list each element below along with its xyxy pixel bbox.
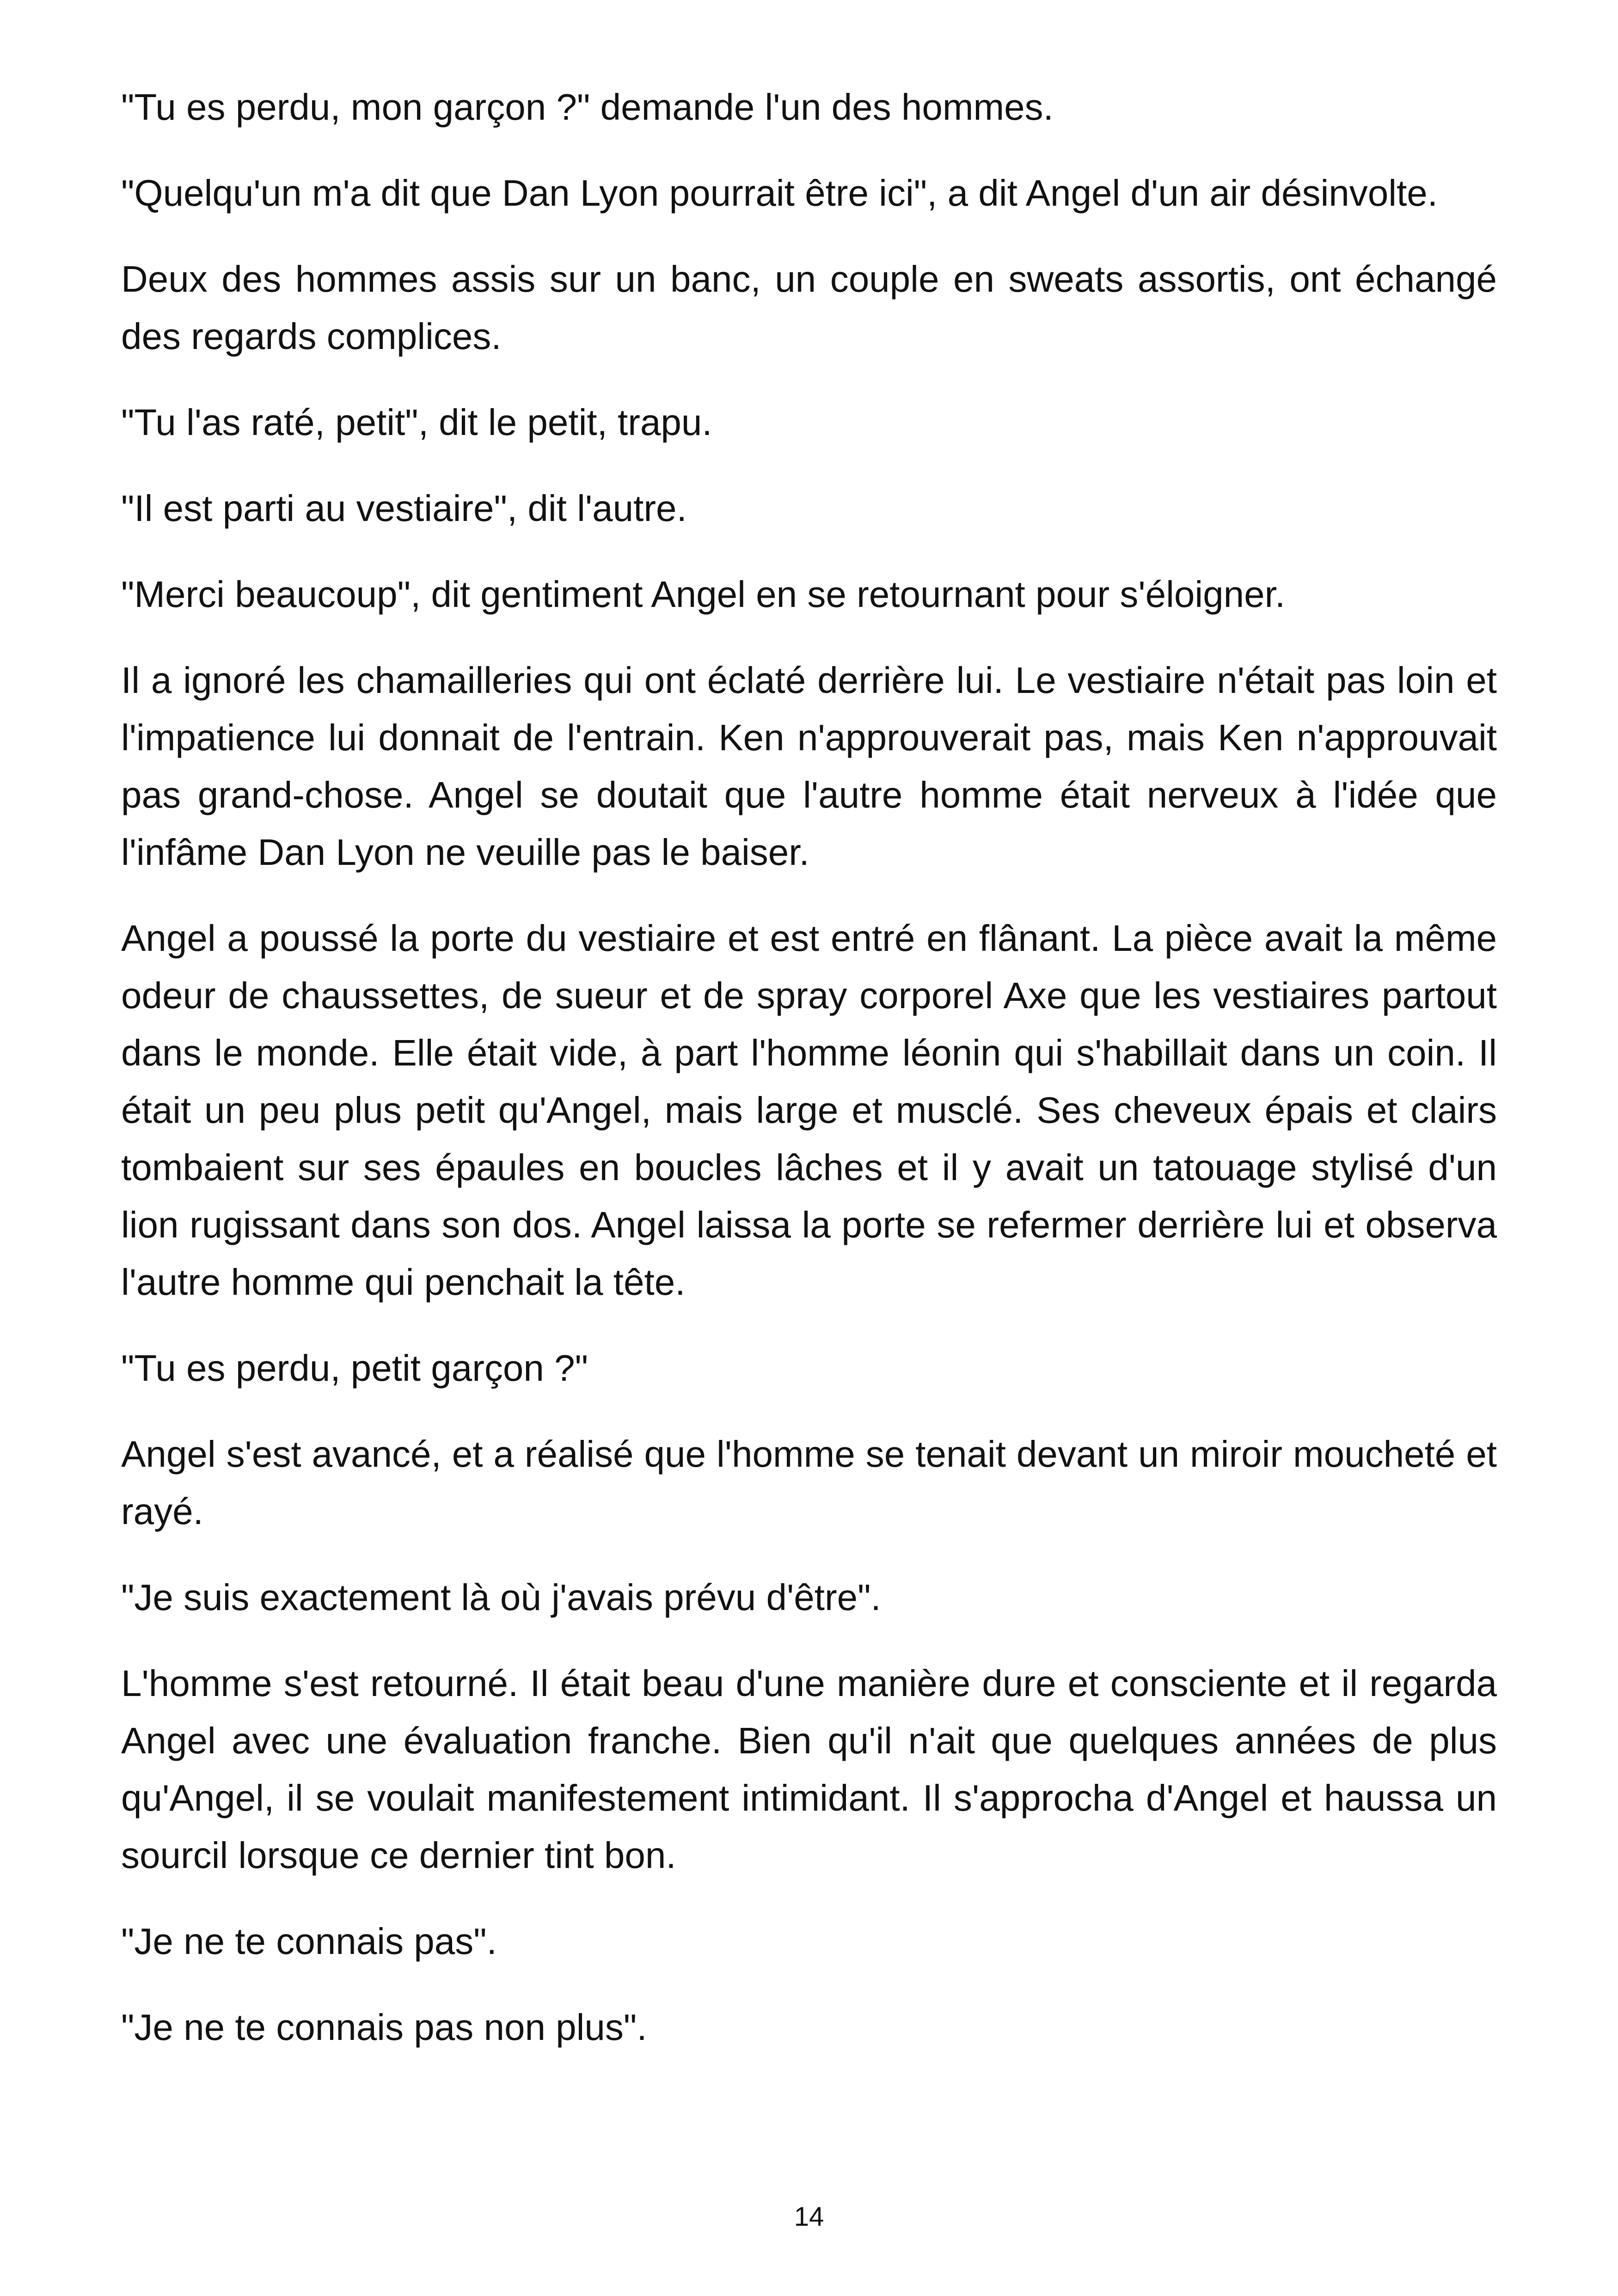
paragraph: "Il est parti au vestiaire", dit l'autre.	[121, 488, 687, 529]
paragraph: "Tu es perdu, petit garçon ?"	[121, 1347, 588, 1389]
paragraph: "Quelqu'un m'a dit que Dan Lyon pourrait être ici", a dit Angel d'un air désinvolte.	[121, 172, 1438, 214]
paragraph: "Merci beaucoup", dit gentiment Angel en se retournant pour s'éloigner.	[121, 574, 1286, 615]
page-number: 14	[794, 2202, 824, 2232]
paragraph: "Je ne te connais pas".	[121, 1921, 497, 1962]
paragraph: "Tu es perdu, mon garçon ?" demande l'un des hommes.	[121, 86, 1054, 128]
paragraph: L'homme s'est retourné. Il était beau d'une manière dure et consciente et il regarda Angel avec une évaluation franche. Bien qu'il n'ait que quelques années de plus qu'Angel, il se voulait manifestement intimidant. Il s'approcha d'Angel et haussa un sourcil lorsque ce dernier tint bon.	[121, 1663, 1497, 1876]
paragraph: "Tu l'as raté, petit", dit le petit, trapu.	[121, 402, 712, 443]
paragraph: Angel s'est avancé, et a réalisé que l'homme se tenait devant un miroir moucheté et rayé.	[121, 1433, 1497, 1532]
paragraph: Angel a poussé la porte du vestiaire et est entré en flânant. La pièce avait la même odeur de chaussettes, de sueur et de spray corporel Axe que les vestiaires partout dans le monde. Elle était vide, à part l'homme léonin qui s'habillait dans un coin. Il était un peu plus petit qu'Angel, mais large et musclé. Ses cheveux épais et clairs tombaient sur ses épaules en boucles lâches et il y avait un tatouage stylisé d'un lion rugissant dans son dos. Angel laissa la porte se refermer derrière lui et observa l'autre homme qui penchait la tête.	[121, 918, 1497, 1303]
paragraph: Deux des hommes assis sur un banc, un couple en sweats assortis, ont échangé des regards complices.	[121, 258, 1497, 357]
paragraph: Il a ignoré les chamailleries qui ont éclaté derrière lui. Le vestiaire n'était pas loin et l'impatience lui donnait de l'entrain. Ken n'approuverait pas, mais Ken n'approuvait pas grand-chose. Angel se doutait que l'autre homme était nerveux à l'idée que l'infâme Dan Lyon ne veuille pas le baiser.	[121, 660, 1497, 873]
paragraph: "Je suis exactement là où j'avais prévu d'être".	[121, 1577, 881, 1618]
paragraph: "Je ne te connais pas non plus".	[121, 2007, 647, 2048]
body-text	[121, 79, 1497, 2085]
